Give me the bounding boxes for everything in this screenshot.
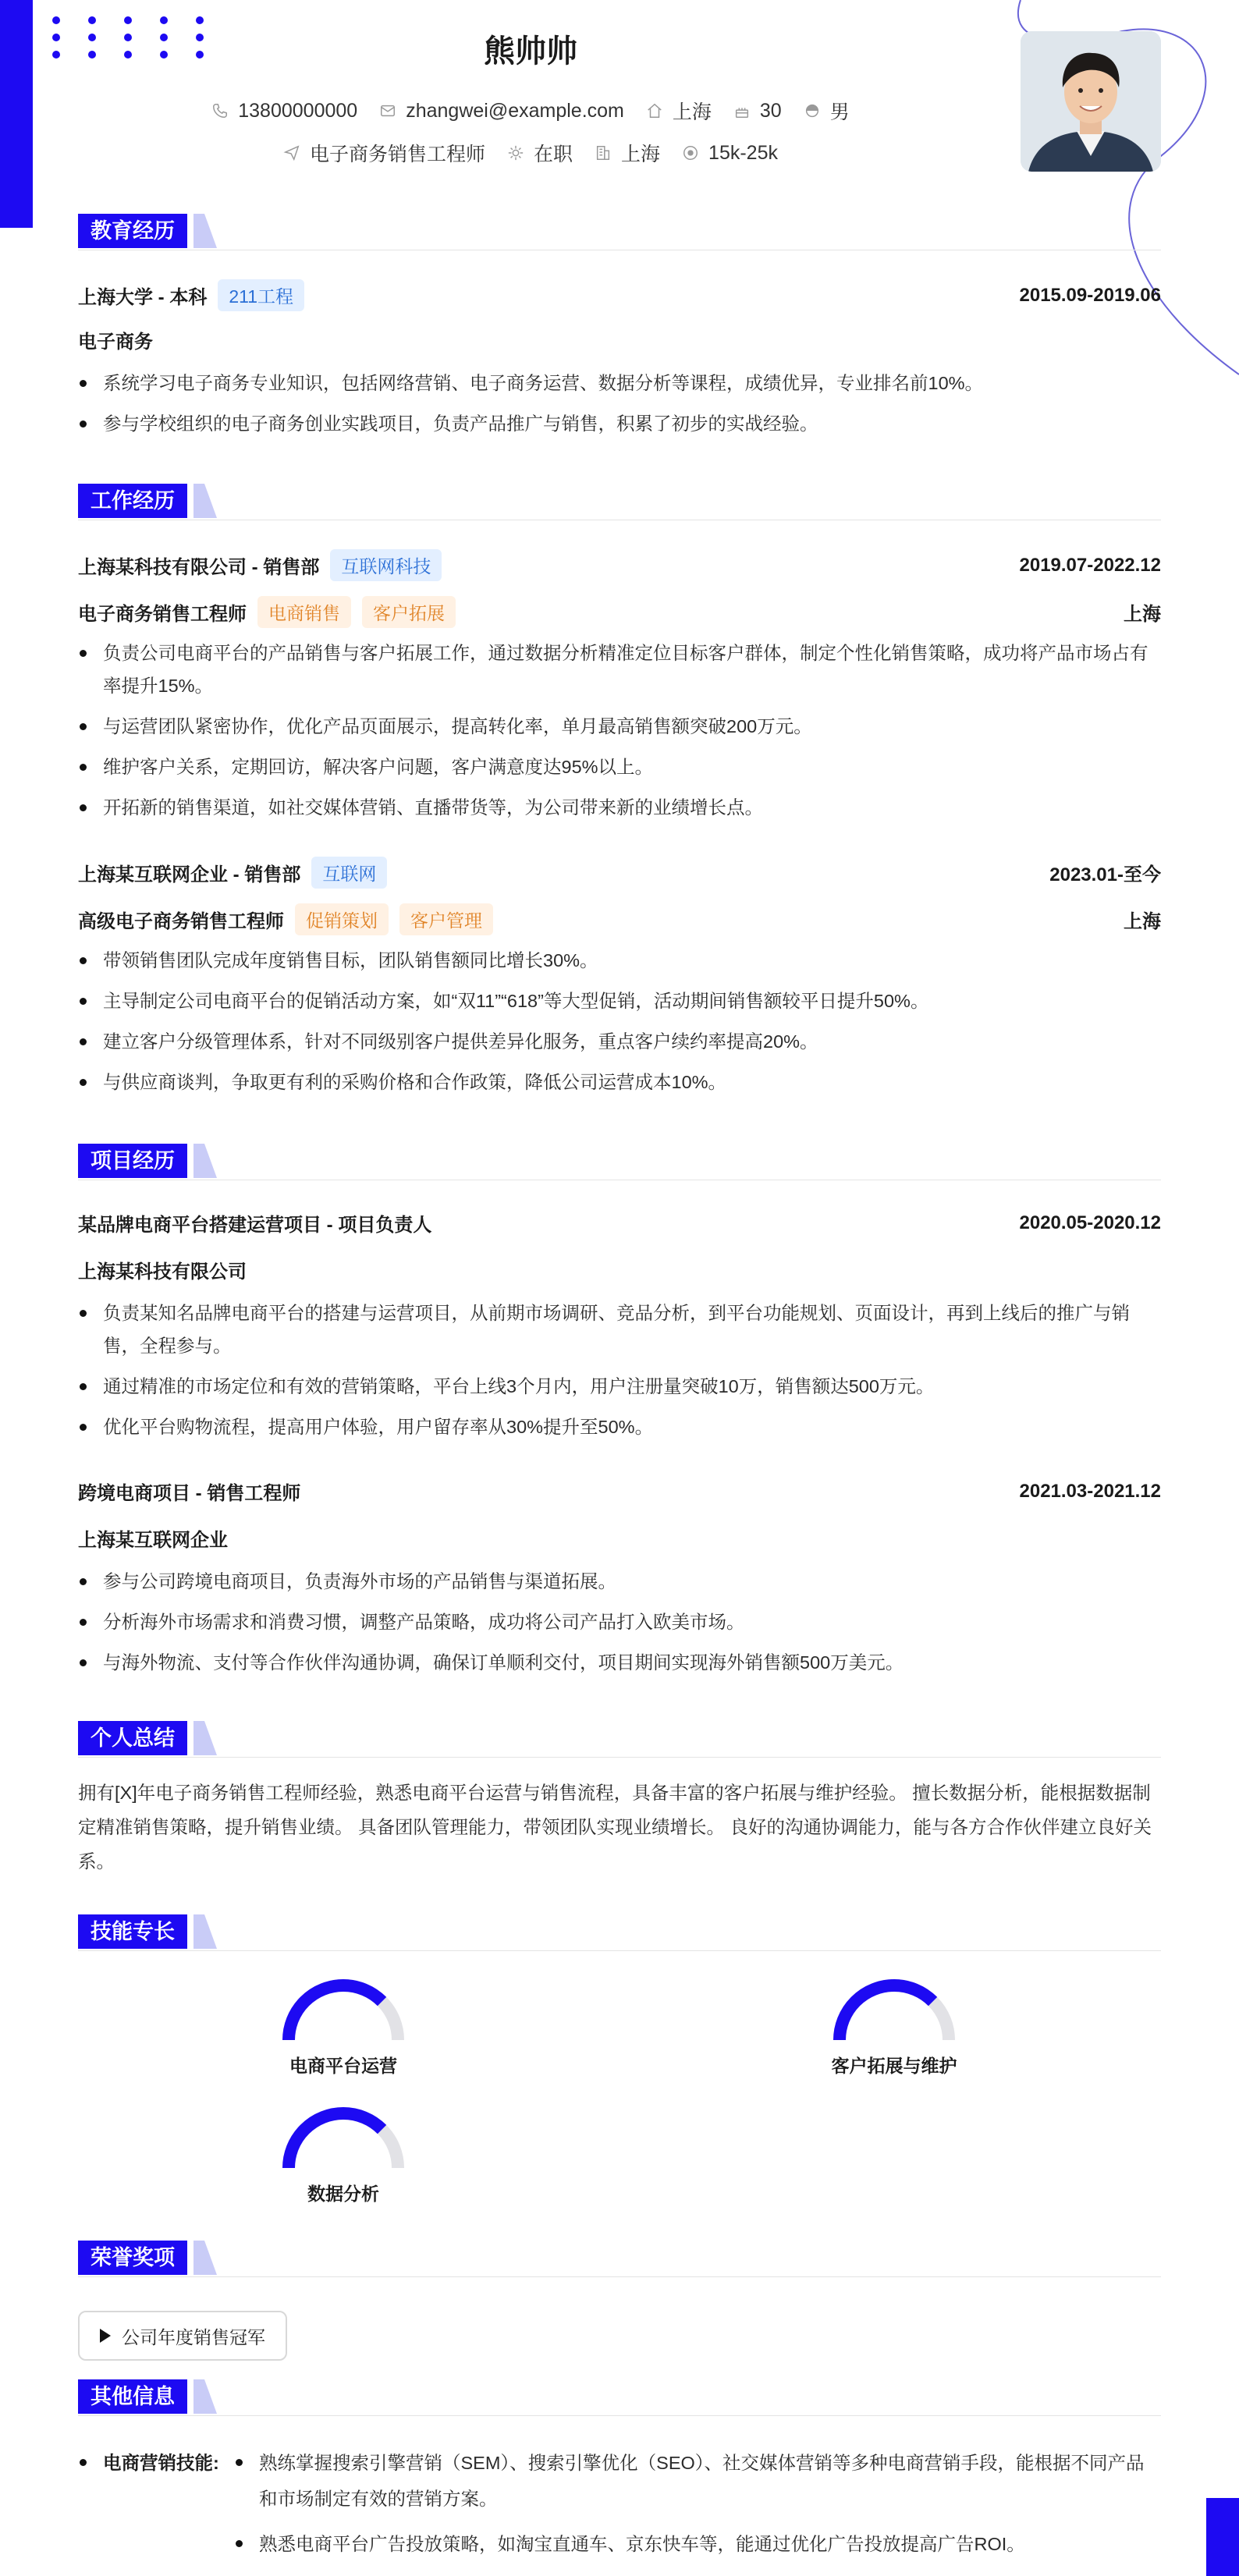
section-title-tail <box>193 484 240 518</box>
section-header <box>78 1721 1161 1758</box>
position-name: 电子商务销售工程师 <box>78 604 247 625</box>
list-item: 优化平台购物流程，提高用户体验，用户留存率从30%提升至50%。 <box>78 1410 1161 1443</box>
other-list <box>234 2445 1161 2571</box>
phone-text: 13800000000 <box>238 99 358 122</box>
job-intent-row <box>0 139 1061 167</box>
section-title: 个人总结 <box>78 1721 187 1755</box>
list-item: 与供应商谈判，争取更有利的采购价格和合作政策，降低公司运营成本10%。 <box>78 1066 1161 1098</box>
section-header <box>78 484 1161 520</box>
education-row <box>78 279 1161 311</box>
project-header-row <box>78 1209 1161 1237</box>
project-date: 2021.03-2021.12 <box>1019 1480 1161 1502</box>
major-name: 电子商务 <box>78 332 153 353</box>
section-header <box>78 1144 1161 1180</box>
job-header-row <box>78 857 1161 889</box>
section-title: 荣誉奖项 <box>78 2241 187 2275</box>
project-company-row <box>78 1256 1161 1283</box>
target-city-text: 上海 <box>621 144 661 165</box>
profile-photo <box>1021 31 1161 172</box>
list-item: 与海外物流、支付等合作伙伴沟通协调，确保订单顺利交付，项目期间实现海外销售额500万美元。 <box>78 1646 1161 1679</box>
job-date: 2023.01-至今 <box>1049 864 1161 885</box>
other-label: 电商营销技能: <box>78 2445 219 2481</box>
projects-section <box>78 1144 1161 1690</box>
gender-text: 男 <box>829 101 850 123</box>
phone-item <box>211 100 357 122</box>
job-title-text: 电子商务销售工程师 <box>310 144 486 165</box>
building-icon <box>595 144 612 161</box>
section-header <box>78 2241 1161 2277</box>
email-text: zhangwei@example.com <box>406 99 624 122</box>
email-item <box>379 100 624 122</box>
job-date: 2019.07-2022.12 <box>1019 554 1161 576</box>
salary-icon <box>682 144 699 161</box>
section-title: 工作经历 <box>78 484 187 518</box>
job-location: 上海 <box>1124 604 1161 625</box>
home-icon <box>646 102 663 119</box>
section-header <box>78 214 1161 250</box>
section-title: 项目经历 <box>78 1144 187 1178</box>
list-item: 系统学习电子商务专业知识，包括网络营销、电子商务运营、数据分析等课程，成绩优异，专业排名前10%。 <box>78 367 1161 399</box>
skill-gauge <box>277 2102 410 2172</box>
job-title-item <box>283 139 485 167</box>
work-section <box>78 484 1161 1108</box>
skill-tag: 客户管理 <box>399 903 493 935</box>
candidate-name: 熊帅帅 <box>484 34 577 69</box>
education-date: 2015.09-2019.06 <box>1019 284 1161 306</box>
job-icon <box>283 144 300 161</box>
section-header <box>78 2379 1161 2416</box>
project-header-row <box>78 1478 1161 1505</box>
skill-gauge <box>277 1974 410 2044</box>
skill-label: 数据分析 <box>307 2184 379 2204</box>
position-row <box>78 903 1161 935</box>
list-item: 负责公司电商平台的产品销售与客户拓展工作，通过数据分析精准定位目标客户群体，制定个性化销售策略，成功将产品市场占有率提升15%。 <box>78 637 1161 702</box>
project-company: 上海某科技有限公司 <box>78 1261 247 1283</box>
section-title-tail <box>193 214 240 248</box>
project-bullets <box>78 1565 1161 1687</box>
position-name: 高级电子商务销售工程师 <box>78 911 284 932</box>
summary-section <box>78 1721 1161 1900</box>
salary-text: 15k-25k <box>708 141 778 164</box>
job-bullets <box>78 944 1161 1106</box>
age-icon <box>733 102 751 119</box>
position-row <box>78 596 1161 628</box>
age-item <box>733 100 782 122</box>
skill-item <box>257 1974 429 2077</box>
skill-tag: 促销策划 <box>295 903 389 935</box>
list-item: 负责某知名品牌电商平台的搭建与运营项目，从前期市场调研、竞品分析，到平台功能规划、页面设计，再到上线后的推广与销售，全程参与。 <box>78 1297 1161 1362</box>
city-text: 上海 <box>672 101 712 123</box>
company-name: 上海某科技有限公司 - 销售部 <box>78 557 320 578</box>
section-title-tail <box>193 2241 240 2275</box>
phone-icon <box>211 102 229 119</box>
section-title-tail <box>193 2379 240 2414</box>
summary-text: 拥有[X]年电子商务销售工程师经验，熟悉电商平台运营与销售流程，具备丰富的客户拓展与维护经验。 擅长数据分析，能根据数据制定精准销售策略，提升销售业绩。 具备团队管理能力，带领团队实现业绩增长。 良好的沟通协调能力，能与各方合作伙伴建立良好关系。 <box>78 1783 1152 1872</box>
list-item: 主导制定公司电商平台的促销活动方案，如“双11”“618”等大型促销，活动期间销售额较平日提升50%。 <box>78 985 1161 1017</box>
school-name: 上海大学 - 本科 <box>78 287 208 308</box>
status-text: 在职 <box>534 144 573 165</box>
award-text: 公司年度销售冠军 <box>122 2326 265 2347</box>
major-row <box>78 326 1161 353</box>
list-item: 熟练掌握搜索引擎营销（SEM）、搜索引擎优化（SEO）、社交媒体营销等多种电商营销手段，能根据不同产品和市场制定有效的营销方案。 <box>234 2445 1161 2517</box>
gender-item <box>804 97 850 125</box>
section-title: 技能专长 <box>78 1914 187 1949</box>
play-triangle-icon <box>100 2329 111 2343</box>
section-title-tail <box>193 1914 240 1949</box>
list-item: 开拓新的销售渠道，如社交媒体营销、直播带货等，为公司带来新的业绩增长点。 <box>78 791 1161 824</box>
mail-icon <box>379 102 396 119</box>
skill-label: 客户拓展与维护 <box>831 2056 957 2076</box>
industry-tag: 互联网科技 <box>330 549 442 581</box>
section-title-tail <box>193 1721 240 1755</box>
education-bullets <box>78 367 1161 448</box>
list-item: 建立客户分级管理体系，针对不同级别客户提供差异化服务，重点客户续约率提高20%。 <box>78 1025 1161 1058</box>
list-item: 参与学校组织的电子商务创业实践项目，负责产品推广与销售，积累了初步的实战经验。 <box>78 407 1161 440</box>
list-item: 熟悉电商平台广告投放策略，如淘宝直通车、京东快车等，能通过优化广告投放提高广告ROI。 <box>234 2526 1161 2562</box>
skill-item <box>808 1974 980 2077</box>
age-text: 30 <box>759 99 782 122</box>
list-item: 通过精准的市场定位和有效的营销策略，平台上线3个月内，用户注册量突破10万，销售额达500万元。 <box>78 1370 1161 1403</box>
section-title: 教育经历 <box>78 214 187 248</box>
other-section <box>78 2379 1161 2576</box>
bottom-right-accent-bar <box>1206 2498 1239 2576</box>
project-name: 跨境电商项目 - 销售工程师 <box>78 1483 301 1504</box>
section-title-tail <box>193 1144 240 1178</box>
project-bullets <box>78 1297 1161 1451</box>
status-icon <box>507 144 524 161</box>
industry-tag: 互联网 <box>311 857 387 889</box>
list-item: 分析海外市场需求和消费习惯，调整产品策略，成功将公司产品打入欧美市场。 <box>78 1606 1161 1638</box>
contact-row <box>0 97 1061 125</box>
list-item: 与运营团队紧密协作，优化产品页面展示，提高转化率，单月最高销售额突破200万元。 <box>78 710 1161 743</box>
skill-label: 电商平台运营 <box>289 2056 397 2076</box>
city-item <box>646 97 712 125</box>
education-section <box>78 214 1161 448</box>
list-item: 参与公司跨境电商项目，负责海外市场的产品销售与渠道拓展。 <box>78 1565 1161 1598</box>
company-name: 上海某互联网企业 - 销售部 <box>78 864 301 885</box>
award-item <box>78 2311 287 2361</box>
project-name: 某品牌电商平台搭建运营项目 - 项目负责人 <box>78 1215 432 1236</box>
skills-section <box>78 1914 1161 2227</box>
section-header <box>78 1914 1161 1951</box>
list-item: 带领销售团队完成年度销售目标，团队销售额同比增长30%。 <box>78 944 1161 977</box>
project-company: 上海某互联网企业 <box>78 1530 228 1551</box>
project-company-row <box>78 1524 1161 1552</box>
gender-icon <box>804 102 821 119</box>
skill-tag: 电商销售 <box>257 596 351 628</box>
skill-item <box>257 2102 429 2205</box>
job-header-row <box>78 549 1161 581</box>
salary-item <box>682 142 778 165</box>
section-title: 其他信息 <box>78 2379 187 2414</box>
target-city-item <box>595 139 660 167</box>
school-tag: 211工程 <box>218 279 304 311</box>
list-item: 维护客户关系，定期回访，解决客户问题，客户满意度达95%以上。 <box>78 750 1161 783</box>
awards-section <box>78 2241 1161 2381</box>
job-location: 上海 <box>1124 911 1161 932</box>
status-item <box>507 139 573 167</box>
job-bullets <box>78 637 1161 832</box>
skill-gauge <box>828 1974 960 2044</box>
project-date: 2020.05-2020.12 <box>1019 1212 1161 1233</box>
skill-tag: 客户拓展 <box>362 596 456 628</box>
